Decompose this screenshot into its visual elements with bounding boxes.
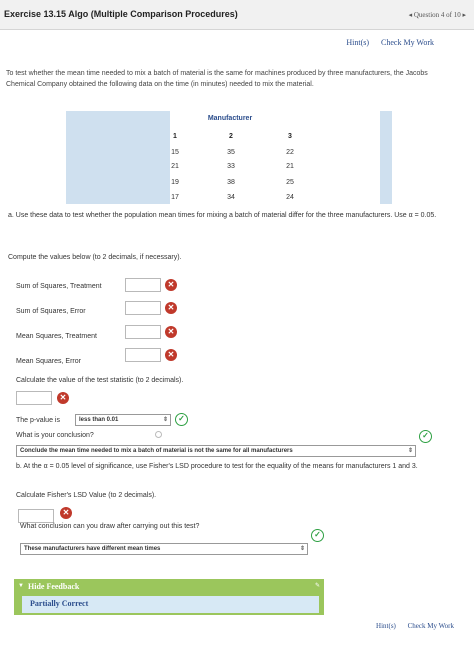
- wrong-icon: ✕: [165, 349, 177, 361]
- problem-intro: To test whether the mean time needed to mix a batch of material is the same for machines produced by three manufacturers, the Jacobs Chemical Company obtained the following data on the time (in minutes) needed to mix the material.: [6, 70, 428, 88]
- radio-icon: [155, 431, 162, 438]
- sst-input[interactable]: [125, 278, 161, 292]
- col-header-3: 3: [288, 133, 292, 140]
- mst-input[interactable]: [125, 325, 161, 339]
- after-test-select-value: These manufacturers have different mean times: [24, 546, 161, 552]
- table-cell: 33: [227, 163, 235, 170]
- conclusion-label: What is your conclusion?: [16, 432, 94, 439]
- sse-input[interactable]: [125, 301, 161, 315]
- pvalue-select-value: less than 0.01: [79, 417, 119, 423]
- table-cell: 17: [171, 194, 179, 201]
- test-stat-instruction: Calculate the value of the test statistic (to 2 decimals).: [16, 377, 184, 384]
- hint-link[interactable]: Hint(s): [346, 38, 370, 47]
- data-table-inner: [170, 111, 380, 204]
- feedback-panel: [14, 579, 324, 615]
- manufacturer-label: Manufacturer: [207, 115, 253, 122]
- after-test-label: What conclusion can you draw after carrying out this test?: [20, 523, 200, 530]
- table-cell: 21: [286, 163, 294, 170]
- question-navigator[interactable]: ◂ Question 4 of 10 ▸: [408, 11, 466, 19]
- compute-instruction: Compute the values below (to 2 decimals, if necessary).: [8, 254, 182, 261]
- pencil-icon: ✎: [314, 583, 320, 589]
- correct-icon: ✓: [419, 430, 432, 443]
- table-cell: 35: [227, 149, 235, 156]
- test-stat-input[interactable]: [16, 391, 52, 405]
- table-cell: 21: [171, 163, 179, 170]
- lsd-instruction: Calculate Fisher's LSD Value (to 2 decimals).: [16, 492, 157, 499]
- conclusion-select-value: Conclude the mean time needed to mix a batch of material is not the same for all manufacturers: [20, 448, 293, 454]
- correct-icon: ✓: [311, 529, 324, 542]
- wrong-icon: ✕: [60, 507, 72, 519]
- wrong-icon: ✕: [165, 302, 177, 314]
- table-cell: 15: [171, 149, 179, 156]
- after-test-select[interactable]: [20, 543, 308, 555]
- partially-correct-status: Partially Correct: [22, 596, 319, 613]
- table-cell: 24: [286, 194, 294, 201]
- col-header-2: 2: [229, 133, 233, 140]
- sse-label: Sum of Squares, Error: [16, 308, 86, 315]
- pvalue-select[interactable]: [75, 414, 171, 426]
- table-cell: 34: [227, 194, 235, 201]
- table-cell: 22: [286, 149, 294, 156]
- col-header-1: 1: [173, 133, 177, 140]
- wrong-icon: ✕: [165, 279, 177, 291]
- table-cell: 38: [227, 179, 235, 186]
- correct-icon: ✓: [175, 413, 188, 426]
- wrong-icon: ✕: [165, 326, 177, 338]
- collapse-triangle-icon[interactable]: ▼: [18, 583, 24, 589]
- hint-bar-bottom: [366, 622, 454, 630]
- select-arrow-icon: ⇕: [299, 546, 305, 552]
- check-my-work-link[interactable]: Check My Work: [407, 622, 454, 630]
- mst-label: Mean Squares, Treatment: [16, 333, 97, 340]
- table-cell: 19: [171, 179, 179, 186]
- part-a-question: a. Use these data to test whether the population mean times for mixing a batch of material differ for the three manufacturers. Use α = 0.05.: [8, 212, 437, 219]
- table-cell: 25: [286, 179, 294, 186]
- mse-label: Mean Squares, Error: [16, 358, 81, 365]
- hint-bar-top: [336, 38, 434, 47]
- data-table: [66, 111, 392, 204]
- pvalue-label: The p-value is: [16, 417, 60, 424]
- select-arrow-icon: ⇕: [407, 448, 413, 454]
- mse-input[interactable]: [125, 348, 161, 362]
- hide-feedback-button[interactable]: Hide Feedback: [28, 582, 80, 591]
- wrong-icon: ✕: [57, 392, 69, 404]
- check-my-work-link[interactable]: Check My Work: [381, 38, 434, 47]
- exercise-header: [0, 0, 474, 30]
- select-arrow-icon: ⇕: [162, 417, 168, 423]
- page-title: Exercise 13.15 Algo (Multiple Comparison Procedures): [4, 9, 238, 19]
- lsd-input[interactable]: [18, 509, 54, 523]
- conclusion-select[interactable]: [16, 445, 416, 457]
- sst-label: Sum of Squares, Treatment: [16, 283, 102, 290]
- hint-link[interactable]: Hint(s): [376, 622, 396, 630]
- part-b-question: b. At the α = 0.05 level of significance, use Fisher's LSD procedure to test for the equality of the means for manufacturers 1 and 3.: [16, 463, 418, 470]
